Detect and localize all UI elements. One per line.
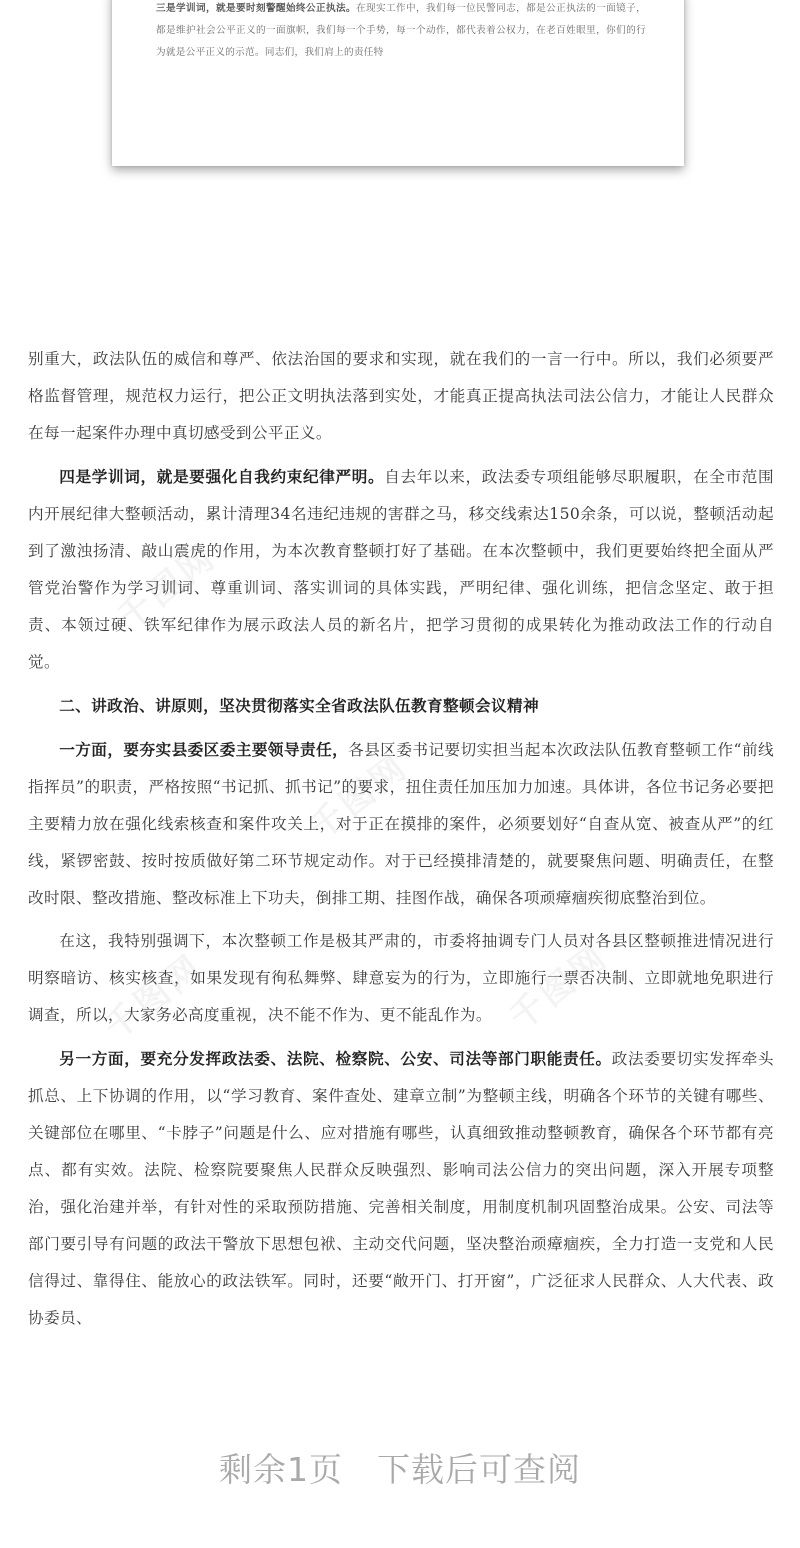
section-heading	[28, 687, 774, 725]
paragraph-text: 别重大，政法队伍的威信和尊严、依法治国的要求和实现，就在我们的一言一行中。所以，我们必须要严格监督管理，规范权力运行，把公正文明执法落到实处，才能真正提高执法司法公信力，才能让人民群众在每一起案件办理中真切感受到公平正义。	[28, 350, 774, 442]
paragraph-lead: 一方面，要夯实县委区委主要领导责任，	[59, 740, 349, 759]
paragraph-lead: 另一方面，要充分发挥政法委、法院、检察院、公安、司法等部门职能责任。	[59, 1049, 612, 1068]
document-body	[28, 341, 774, 1343]
preview-page-card	[112, 0, 684, 166]
paragraph-text: 各县区委书记要切实担当起本次政法队伍教育整顿工作“前线指挥员”的职责，严格按照“书记抓、抓书记”的要求，扭住责任加压加力加速。具体讲，各位书记务必要把主要精力放在强化线索核查和案件攻关上，对于正在摸排的案件，必须要划好“自查从宽、被查从严”的红线，紧锣密鼓、按时按质做好第二环节规定动作。对于已经摸排清楚的，就要聚焦问题、明确责任，在整改时限、整改措施、整改标准上下功夫，倒排工期、挂图作战，确保各项顽瘴痼疾彻底整治到位。	[28, 741, 774, 907]
paragraph	[28, 341, 774, 452]
paragraph-text: 在这，我特别强调下，本次整顿工作是极其严肃的，市委将抽调专门人员对各县区整顿推进情况进行明察暗访、核实核查，如果发现有徇私舞弊、肆意妄为的行为，立即施行一票否决制、立即就地免职进行调查，所以，大家务必高度重视，决不能不作为、更不能乱作为。	[28, 932, 774, 1024]
paragraph-text: 自去年以来，政法委专项组能够尽职履职，在全市范围内开展纪律大整顿活动，累计清理34名违纪违规的害群之马，移交线索达150余条，可以说，整顿活动起到了激浊扬清、敲山震虎的作用，为本次教育整顿打好了基础。在本次整顿中，我们更要始终把全面从严管党治警作为学习训词、尊重训词、落实训词的具体实践，严明纪律、强化训练，把信念坚定、敢于担责、本领过硬、铁军纪律作为展示政法人员的新名片，把学习贯彻的成果转化为推动政法工作的行动自觉。	[28, 468, 774, 671]
section-heading-text: 二、讲政治、讲原则，坚决贯彻落实全省政法队伍教育整顿会议精神	[59, 696, 540, 715]
paragraph-text: 政法委要切实发挥牵头抓总、上下协调的作用，以“学习教育、案件查处、建章立制”为整顿主线，明确各个环节的关键有哪些、关键部位在哪里、“卡脖子”问题是什么、应对措施有哪些，认真细致推动整顿教育，确保各个环节都有亮点、都有实效。法院、检察院要聚焦人民群众反映强烈、影响司法公信力的突出问题，深入开展专项整治，强化治建并举，有针对性的采取预防措施、完善相关制度，用制度机制巩固整治成果。公安、司法等部门要引导有问题的政法干警放下思想包袱、主动交代问题，坚决整治顽瘴痼疾，全力打造一支党和人民信得过、靠得住、能放心的政法铁军。同时，还要“敞开门、打开窗”，广泛征求人民群众、人大代表、政协委员、	[28, 1050, 774, 1327]
watermark: 千图网	[301, 746, 417, 849]
watermark: 千图网	[501, 936, 617, 1039]
preview-body: 在现实工作中，我们每一位民警同志，都是公正执法的一面镜子，都是维护社会公平正义的一面旗帜，我们每一个手势，每一个动作，都代表着公权力，在老百姓眼里，你们的行为就是公平正义的示范。同志们，我们肩上的责任特	[156, 3, 646, 58]
preview-page-text	[156, 0, 646, 64]
download-banner[interactable]	[0, 1440, 800, 1500]
watermark: 千图网	[109, 536, 225, 639]
paragraph	[28, 1040, 774, 1337]
paragraph	[28, 731, 774, 917]
preview-lead: 三是学训词，就是要时刻警醒始终公正执法。	[156, 3, 357, 14]
paragraph	[28, 923, 774, 1034]
download-banner-text[interactable]: 剩余1页 下载后可查阅	[219, 1450, 581, 1489]
paragraph	[28, 458, 774, 681]
paragraph-lead: 四是学训词，就是要强化自我约束纪律严明。	[59, 467, 385, 486]
watermark: 千图网	[96, 946, 212, 1049]
